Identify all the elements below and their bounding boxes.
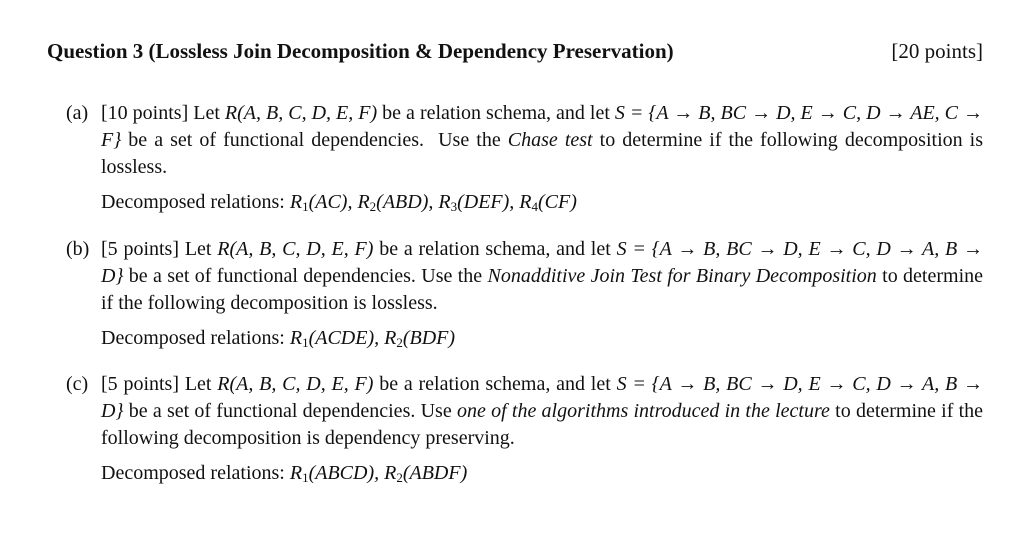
part-a-method: Chase test — [507, 129, 593, 151]
part-b-decomp-label: Decomposed relations: — [101, 327, 285, 349]
part-c-text: [5 points] Let R(A, B, C, D, E, F) be a relation schema, and let S = {A → B, BC → D, E → C, D → A, B → D} be a set of functional dependencies. Use one of the algorithms introduced in the lecture to determine if the following decomposition is dependency preserving. — [101, 373, 984, 449]
part-c-task: to determine if the following decomposition is dependency preserving. — [101, 400, 984, 449]
part-a-label: (a) — [66, 102, 89, 124]
part-b-text: [5 points] Let R(A, B, C, D, E, F) be a relation schema, and let S = {A → B, BC → D, E → C, D → A, B → D} be a set of functional dependencies. Use the Nonadditive Join Test for Binary Decomposition to determine if the following decomposition is lossless. — [101, 238, 984, 314]
part-c-method: one of the algorithms introduced in the lecture — [456, 400, 830, 422]
part-b-fd-set: S = {A → B, BC → D, E → C, D → A, B → D} — [101, 238, 984, 287]
question-points: [20 points] — [891, 39, 983, 63]
part-b-points: [5 points] — [101, 238, 180, 260]
part-a-decomp-label: Decomposed relations: — [101, 191, 285, 213]
part-a-text: [10 points] Let R(A, B, C, D, E, F) be a relation schema, and let S = {A → B, BC → D, E → C, D → AE, C → F} be a set of functional dependencies. Use the Chase test to determine if the following decomposition is lossless. — [101, 102, 984, 178]
part-c-decomp-label: Decomposed relations: — [101, 462, 285, 484]
part-c-decomposition-line — [101, 460, 983, 487]
part-c-fd-set: S = {A → B, BC → D, E → C, D → A, B → D} — [101, 373, 984, 422]
question-header — [47, 36, 983, 66]
part-b-task: to determine if the following decomposition is lossless. — [101, 265, 983, 314]
part-b-relation: R(A, B, C, D, E, F) — [217, 238, 374, 260]
part-c-relation: R(A, B, C, D, E, F) — [217, 373, 374, 395]
part-b — [66, 236, 983, 352]
part-a-relation: R(A, B, C, D, E, F) — [224, 102, 378, 124]
part-a-decomposition-line — [101, 189, 983, 216]
part-a-task: to determine if the following decomposition is lossless. — [101, 129, 984, 178]
part-b-decomposition-line — [101, 325, 983, 352]
part-a — [66, 100, 983, 216]
part-b-method: Nonadditive Join Test for Binary Decomposition — [487, 265, 877, 287]
part-b-decomposition: $R_1(ACDE)$, $R_2(BDF)$ — [289, 327, 456, 350]
part-c — [66, 371, 983, 487]
part-b-label: (b) — [66, 238, 90, 260]
part-c-points: [5 points] — [101, 373, 180, 395]
part-a-points: [10 points] — [101, 102, 189, 124]
part-c-body — [101, 371, 983, 452]
question-title: Question 3 (Lossless Join Decomposition & Dependency Preservation) — [47, 39, 674, 63]
part-a-body — [101, 100, 983, 181]
part-c-decomposition: $R_1(ABCD)$, $R_2(ABDF)$ — [289, 462, 468, 485]
part-b-body — [101, 236, 983, 317]
part-c-label: (c) — [66, 373, 89, 395]
part-a-decomposition: $R_1(AC)$, $R_2(ABD)$, $R_3(DEF)$, $R_4(CF)$ — [289, 191, 577, 214]
part-a-fd-set: S = {A → B, BC → D, E → C, D → AE, C → F} — [101, 102, 984, 151]
